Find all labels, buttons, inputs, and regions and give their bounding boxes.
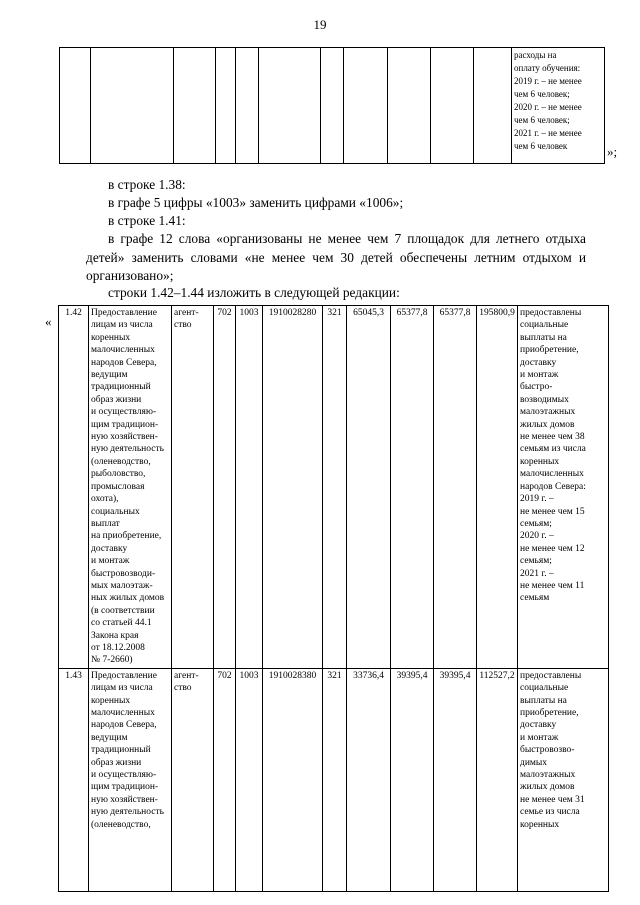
table-cell: [60, 48, 91, 164]
expected-result: предоставлены социальные выплаты на приобретение, доставку и монтаж быстро- возводимых малоэтажных жилых домов не менее чем 38 семьям из числа коренных малочисленных народов Севера: 2019 г. – не менее чем 15 семьям; 2020 г. – не менее чем 12 семьям; 2021 г. – не менее чем 11 семьям: [518, 306, 609, 669]
amount-2019: 33736,4: [347, 668, 391, 891]
table-cell: [321, 48, 344, 164]
rzpr-code: 1003: [236, 668, 263, 891]
executor: агент- ство: [172, 668, 214, 891]
table-cell: [216, 48, 236, 164]
measure-name: Предоставление лицам из числа коренных малочисленных народов Севера, ведущим традиционный образ жизни и осуществляю- щим традицион- ную хозяйствен- ную деятельность (оленеводство, рыболовство, промысловая охота), социальных выплат на приобретение, доставку и монтаж быстровозводи- мых малоэтаж- ных жилых домов (в соответствии со статьей 44.1 Закона края от 18.12.2008 № 7-2660): [89, 306, 172, 669]
grbs-code: 702: [214, 306, 236, 669]
table-row: [59, 668, 609, 891]
rzpr-code: 1003: [236, 306, 263, 669]
grbs-code: 702: [214, 668, 236, 891]
vr-code: 321: [323, 306, 347, 669]
instruction-column5: в графе 5 цифры «1003» заменить цифрами «1006»;: [108, 195, 404, 210]
amount-2020: 65377,8: [391, 306, 434, 669]
amount-total: 112527,2: [477, 668, 518, 891]
table-cell: [174, 48, 216, 164]
closing-quote: »;: [607, 144, 618, 159]
row-number: 1.42: [59, 306, 89, 669]
amount-2019: 65045,3: [347, 306, 391, 669]
measure-name: Предоставление лицам из числа коренных малочисленных народов Севера, ведущим традиционный образ жизни и осуществляю- щим традицион- ную хозяйствен- ную деятельность (оленеводство,: [89, 668, 172, 891]
amount-2021: 39395,4: [434, 668, 477, 891]
table-cell: [431, 48, 474, 164]
table-cell: [259, 48, 321, 164]
table-row: [59, 306, 609, 669]
vr-code: 321: [323, 668, 347, 891]
table-cell: [91, 48, 174, 164]
expected-result: предоставлены социальные выплаты на приобретение, доставку и монтаж быстровозво- димых малоэтажных жилых домов не менее чем 31 семье из числа коренных: [518, 668, 609, 891]
result-cell: расходы на оплату обучения: 2019 г. – не менее чем 6 человек; 2020 г. – не менее чем 6 человек; 2021 г. – не менее чем 6 человек: [512, 48, 605, 164]
program-table: [58, 305, 609, 892]
csr-code: 1910028280: [263, 306, 323, 669]
table-cell: [236, 48, 259, 164]
continued-table-fragment: [59, 47, 605, 164]
row-number: 1.43: [59, 668, 89, 891]
opening-quote: «: [45, 314, 52, 329]
table-cell: [344, 48, 388, 164]
executor: агент- ство: [172, 306, 214, 669]
amount-2020: 39395,4: [391, 668, 434, 891]
instruction-column12: в графе 12 слова «организованы не менее чем 7 площадок для летнего отдыха детей» заменить словами «не менее чем 30 детей обеспечены летним отдыхом и организовано»;: [86, 231, 586, 283]
instruction-rows-142-144: строки 1.42–1.44 изложить в следующей редакции:: [108, 285, 400, 300]
amount-2021: 65377,8: [434, 306, 477, 669]
csr-code: 1910028380: [263, 668, 323, 891]
table-cell: [474, 48, 512, 164]
instruction-row-141: в строке 1.41:: [108, 213, 186, 228]
amount-total: 195800,9: [477, 306, 518, 669]
instruction-row-138: в строке 1.38:: [108, 177, 186, 192]
table-cell: [388, 48, 431, 164]
page-number: 19: [313, 17, 327, 32]
